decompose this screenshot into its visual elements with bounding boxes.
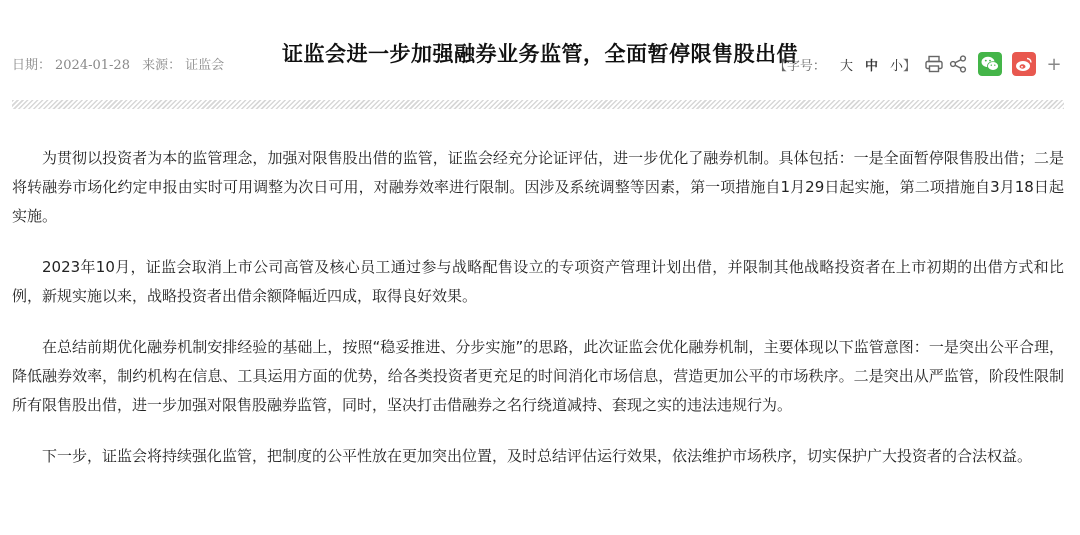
paragraph: 在总结前期优化融券机制安排经验的基础上，按照“稳妥推进、分步实施”的思路，此次证监会优化融券机制，主要体现以下监管意图：一是突出公平合理，降低融券效率，制约机构在信息、工具运用方面的优势，给各类投资者更充足的时间消化市场信息，营造更加公平的市场秩序。二是突出从严监管，阶段性限制所有限售股出借，进一步加强对限售股融券监管，同时，坚决打击借融券之名行绕道减持、套现之实的违法违规行为。 bbox=[12, 338, 1064, 414]
font-size-large-button[interactable]: 大 bbox=[839, 58, 853, 74]
font-size-medium-button[interactable]: 中 bbox=[864, 58, 878, 74]
source-name: 证监会 bbox=[185, 58, 225, 73]
share-icon[interactable] bbox=[948, 54, 968, 74]
paragraph: 2023年10月，证监会取消上市公司高管及核心员工通过参与战略配售设立的专项资产管理计划出借，并限制其他战略投资者在上市初期的出借方式和比例，新规实施以来，战略投资者出借余额降幅近四成，取得良好效果。 bbox=[12, 258, 1064, 305]
font-size-label: 【字号： bbox=[773, 58, 826, 74]
publish-date: 2024-01-28 bbox=[55, 58, 130, 73]
article-title: 证监会进一步加强融券业务监管，全面暂停限售股出借 bbox=[282, 41, 798, 67]
weibo-share-icon[interactable] bbox=[1012, 52, 1036, 76]
article-body bbox=[12, 144, 1064, 493]
paragraph: 下一步，证监会将持续强化监管，把制度的公平性放在更加突出位置，及时总结评估运行效果，依法维护市场秩序，切实保护广大投资者的合法权益。 bbox=[42, 447, 1033, 465]
wechat-share-icon[interactable] bbox=[978, 52, 1002, 76]
print-icon[interactable] bbox=[924, 54, 944, 74]
article-toolbar bbox=[774, 50, 1062, 78]
title-divider bbox=[12, 100, 1064, 109]
article-meta bbox=[12, 54, 232, 73]
date-label: 日期： 2024-01-28 bbox=[12, 58, 130, 73]
more-share-icon[interactable]: + bbox=[1046, 53, 1062, 75]
source-label: 来源： 证监会 bbox=[142, 58, 225, 73]
font-size-bracket-close: 】 bbox=[902, 58, 916, 74]
paragraph: 为贯彻以投资者为本的监管理念，加强对限售股出借的监管，证监会经充分论证评估，进一步优化了融券机制。具体包括：一是全面暂停限售股出借；二是将转融券市场化约定申报由实时可用调整为次日可用，对融券效率进行限制。因涉及系统调整等因素，第一项措施自1月29日起实施，第二项措施自3月18日起实施。 bbox=[12, 149, 1064, 225]
font-size-small-button[interactable]: 小 bbox=[889, 58, 903, 74]
